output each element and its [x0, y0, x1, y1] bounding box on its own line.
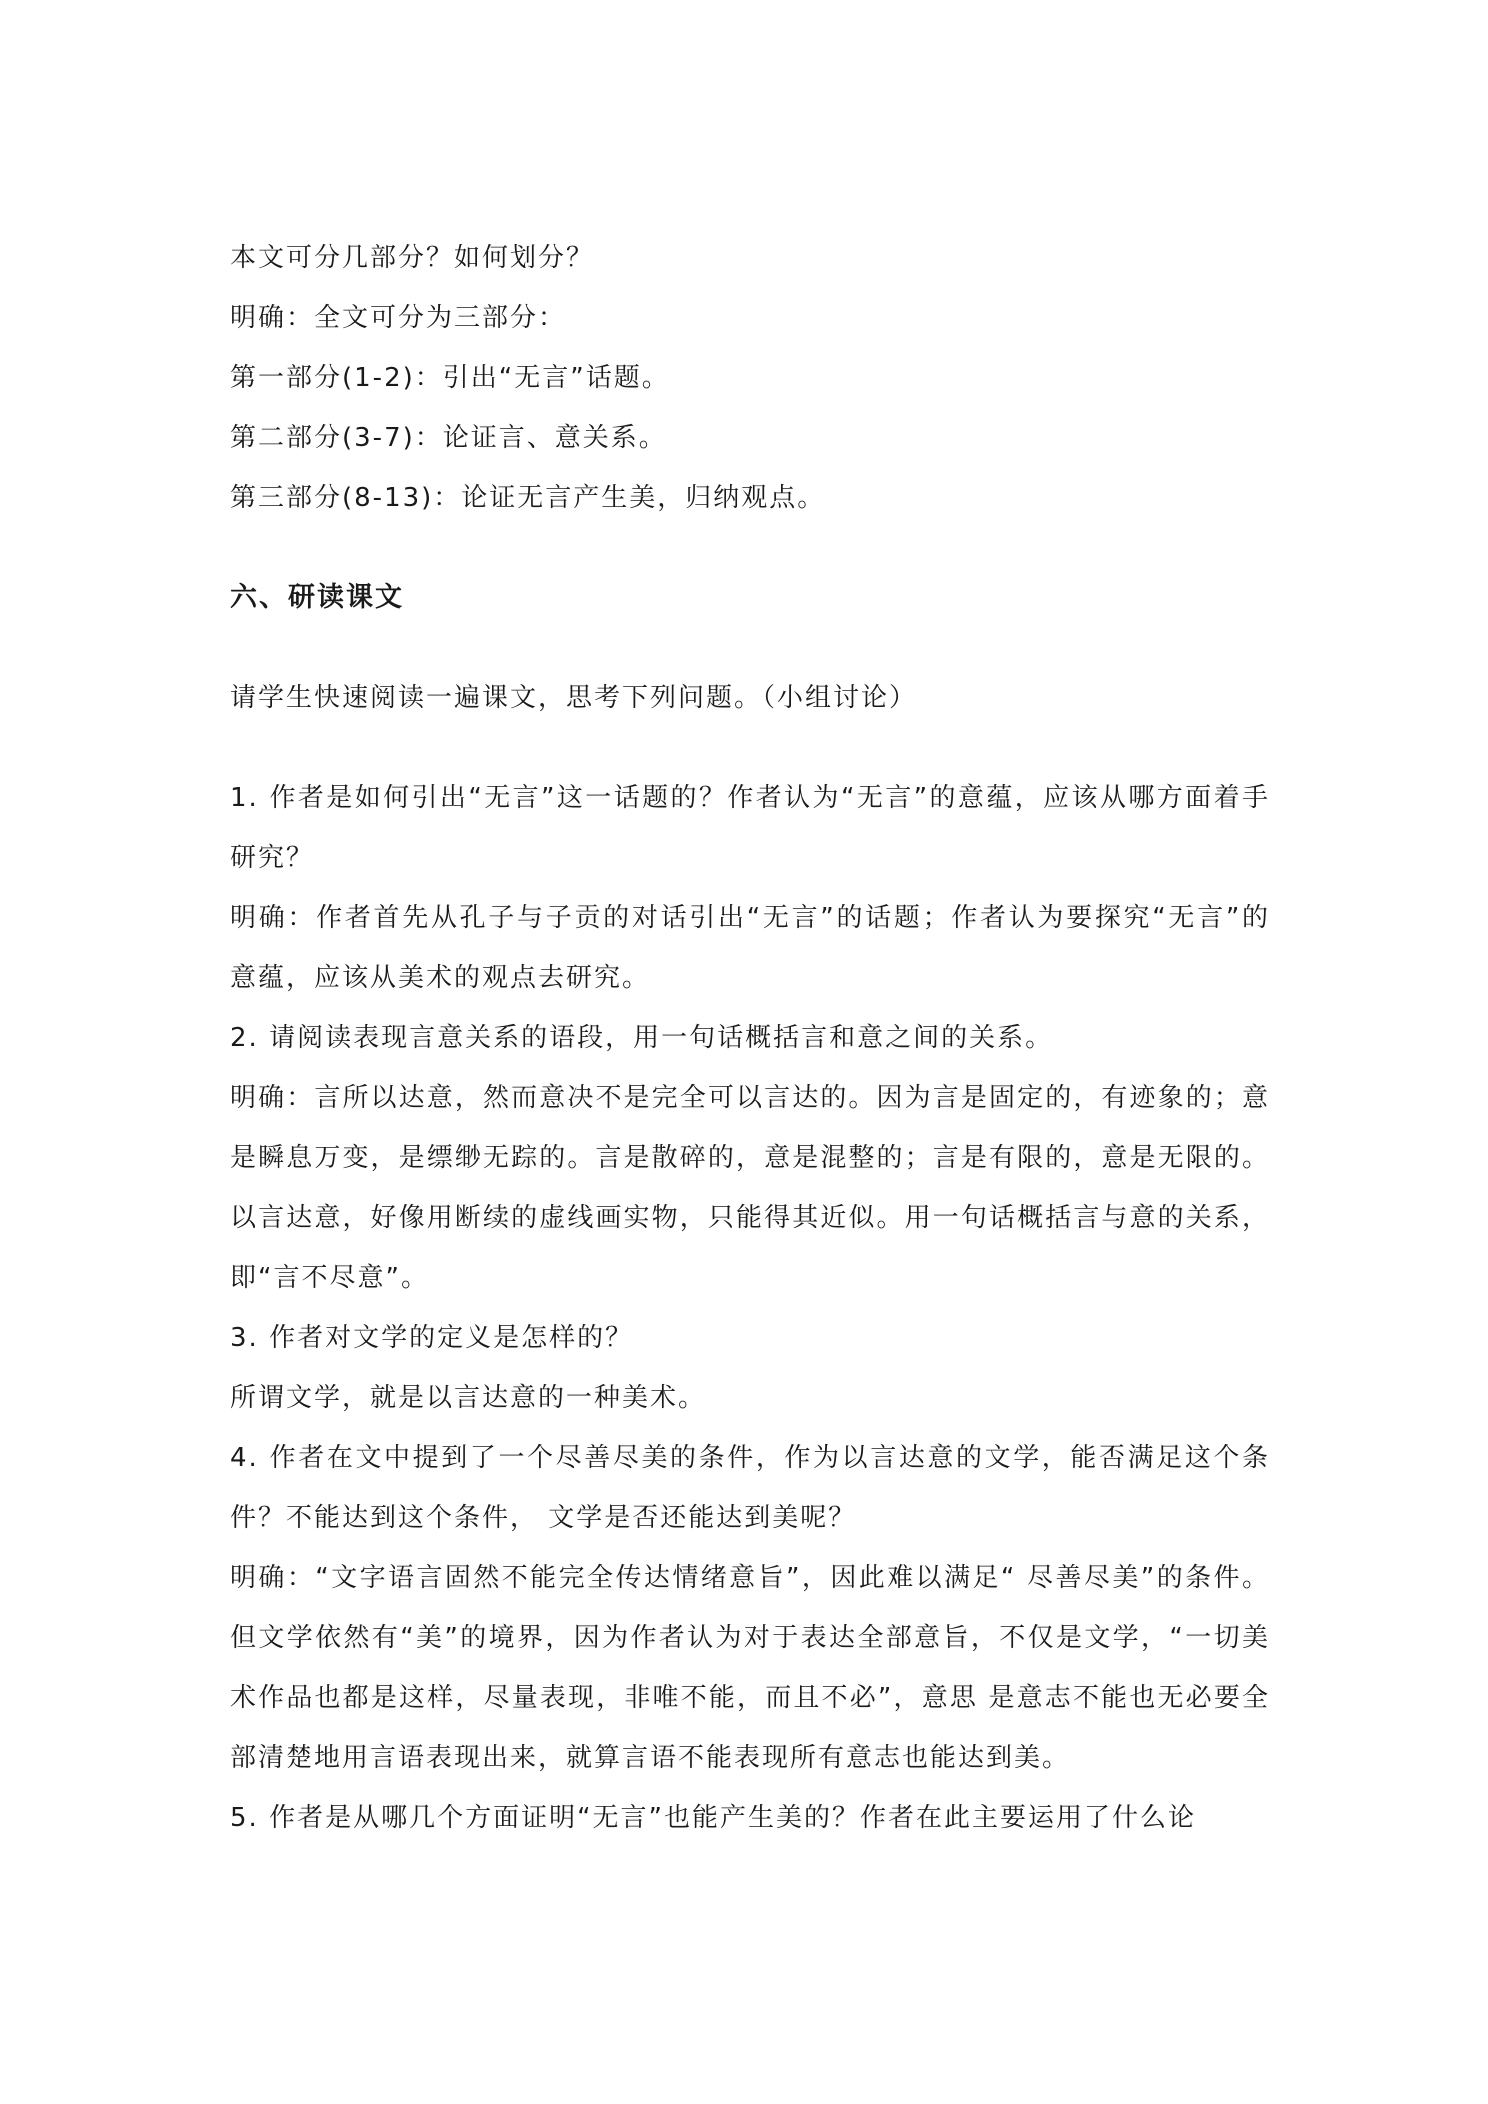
answer-2: 明确：言所以达意，然而意决不是完全可以言达的。因为言是固定的，有迹象的；意是瞬息万变，是缥缈无踪的。言是散碎的，意是混整的；言是有限的，意是无限的。以言达意，好像用断续的虚线画实物，只能得其近似。用一句话概括言与意的关系，即“言不尽意”。: [230, 1083, 1270, 1293]
instruction-text: 请学生快速阅读一遍课文，思考下列问题。（小组讨论）: [230, 683, 918, 713]
question-2: 2. 请阅读表现言意关系的语段，用一句话概括言和意之间的关系。: [230, 1023, 1054, 1053]
division-part-3: 第三部分(8-13)：论证无言产生美，归纳观点。: [230, 483, 826, 513]
question-4: 4. 作者在文中提到了一个尽善尽美的条件，作为以言达意的文学，能否满足这个条件？不能达到这个条件， 文学是否还能达到美呢？: [230, 1443, 1270, 1533]
document-body: [230, 228, 1270, 1848]
answer-1: 明确：作者首先从孔子与子贡的对话引出“无言”的话题；作者认为要探究“无言”的意蕴，应该从美术的观点去研究。: [230, 903, 1270, 993]
answer-4: 明确：“文字语言固然不能完全传达情绪意旨”，因此难以满足“ 尽善尽美”的条件。但文学依然有“美”的境界，因为作者认为对于表达全部意旨，不仅是文学，“一切美术作品也都是这样，尽量表现，非唯不能，而且不必”，意思 是意志不能也无必要全部清楚地用言语表现出来，就算言语不能表现所有意志也能达到美。: [230, 1563, 1270, 1773]
division-question: 本文可分几部分？如何划分？: [230, 243, 595, 273]
question-1: 1. 作者是如何引出“无言”这一话题的？作者认为“无言”的意蕴，应该从哪方面着手研究？: [230, 783, 1270, 873]
division-answer: 明确：全文可分为三部分：: [230, 303, 567, 333]
section-heading: 六、研读课文: [230, 582, 404, 613]
question-5: 5. 作者是从哪几个方面证明“无言”也能产生美的？作者在此主要运用了什么论: [230, 1803, 1197, 1833]
question-3: 3. 作者对文学的定义是怎样的？: [230, 1323, 634, 1353]
division-part-1: 第一部分(1-2)：引出“无言”话题。: [230, 363, 670, 393]
division-part-2: 第二部分(3-7)：论证言、意关系。: [230, 423, 667, 453]
answer-3: 所谓文学，就是以言达意的一种美术。: [230, 1383, 707, 1413]
